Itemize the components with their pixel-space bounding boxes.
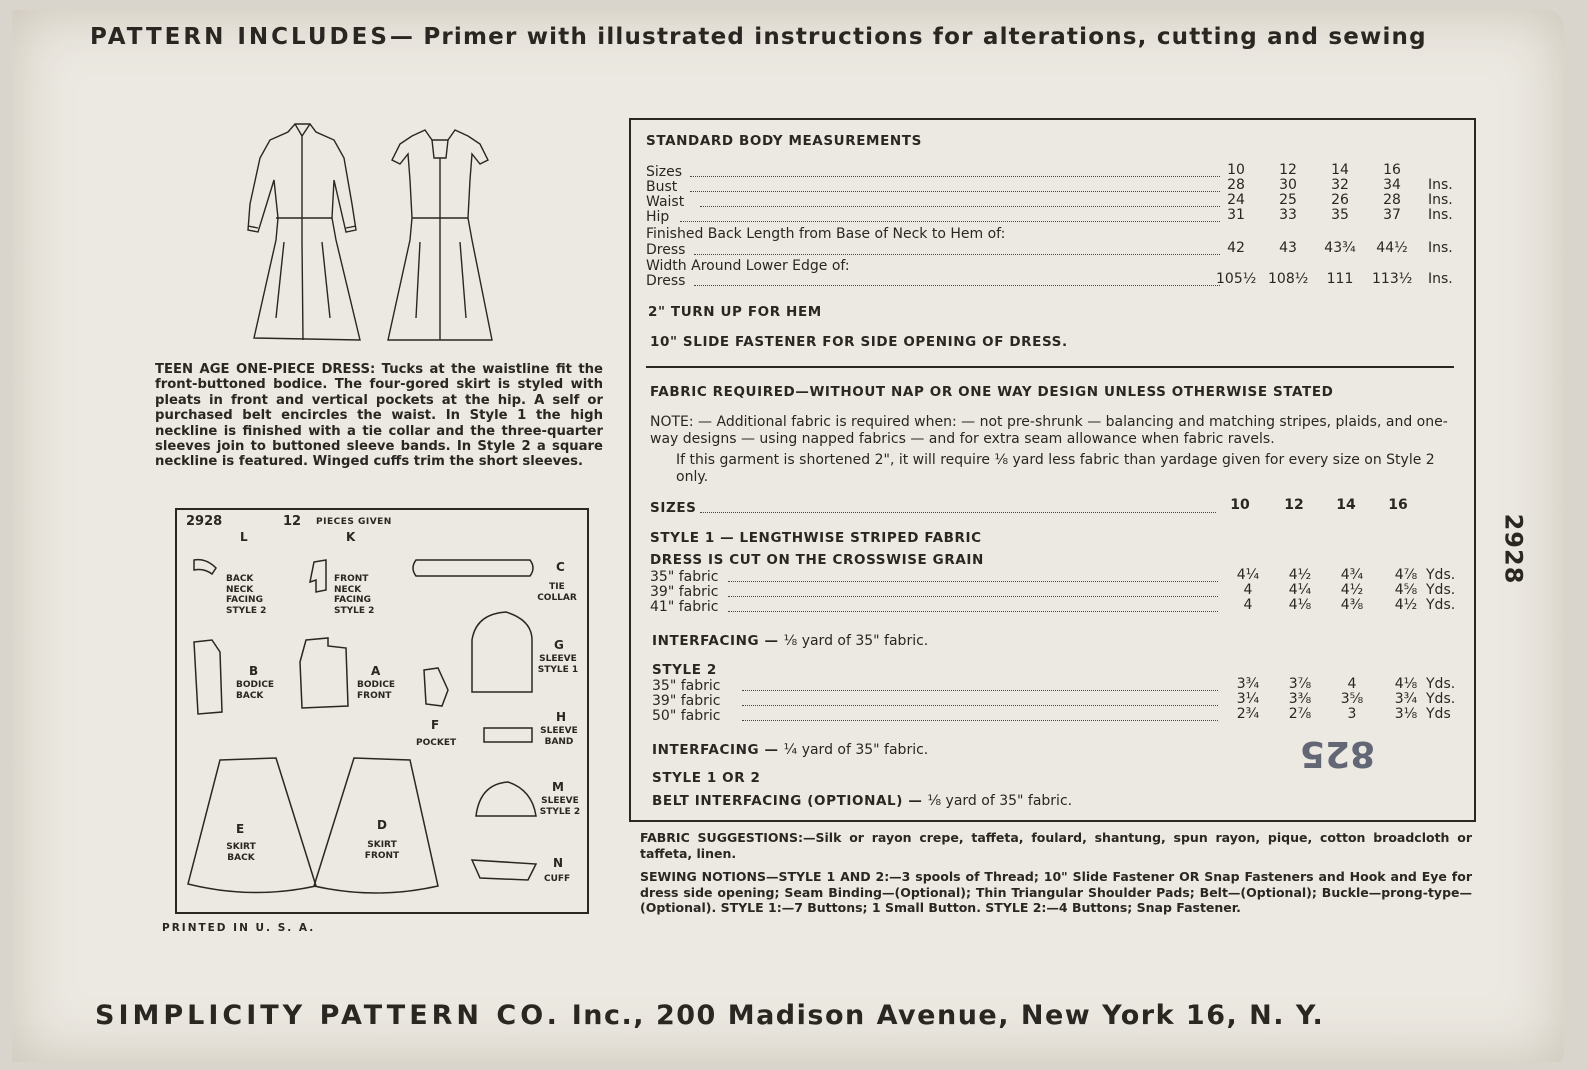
style-2-unit: Yds [1426,706,1451,722]
piece-l-name: BACK NECK FACING STYLE 2 [226,574,267,616]
style-1-value: 4½ [1394,597,1418,613]
header-line [90,24,1427,50]
size-col: 10 [1227,162,1245,178]
back-length-value: 44½ [1376,240,1408,256]
style-1-subtitle: DRESS IS CUT ON THE CROSSWISE GRAIN [650,552,984,568]
width-dress-label: Dress [646,273,686,289]
piece-l-letter: L [240,530,248,544]
dress-illustrations [240,118,620,350]
slide-fastener-note: 10" SLIDE FASTENER FOR SIDE OPENING OF DRESS. [650,334,1068,350]
style-1-title: STYLE 1 — LENGTHWISE STRIPED FABRIC [650,530,982,546]
style-1-value: 4¼ [1288,582,1312,598]
header-rest: — Primer with illustrated instructions for alterations, cutting and sewing [389,24,1427,50]
fabric-note-2: If this garment is shortened 2", it will require ⅛ yard less fabric than yardage given for every size on Style 2 only. [676,452,1435,485]
piece-b-name: BODICE BACK [236,680,275,701]
dotted-leader [694,254,1220,255]
piece-k-letter: K [346,530,356,544]
dotted-leader [690,191,1220,192]
piece-m-shape [476,782,536,816]
price-stamp: 825 [1300,733,1376,774]
interfacing-1 [652,630,928,649]
piece-m-name: SLEEVE STYLE 2 [539,796,581,817]
style-1-unit: Yds. [1426,582,1456,598]
style-2-value: 3⅝ [1340,691,1364,707]
footer-address: Inc., 200 Madison Avenue, New York 16, N. Y. [571,1000,1325,1031]
interfacing-2 [652,739,928,758]
footer-line [95,1000,1324,1031]
style-1-row-label: 39" fabric [650,584,719,600]
piece-m-letter: M [552,780,564,794]
style-2-value: 3¼ [1236,691,1260,707]
width-label: Width Around Lower Edge of: [646,258,850,274]
header-pattern-includes: PATTERN INCLUDES [90,24,390,50]
piece-a-name: BODICE FRONT [357,680,396,701]
interfacing-2-label: INTERFACING — [652,742,779,758]
waist-unit: Ins. [1428,192,1453,208]
hip-label: Hip [646,209,670,225]
bust-value: 32 [1331,177,1349,193]
back-length-label: Finished Back Length from Base of Neck to Hem of: [646,226,1006,242]
piece-c-letter: C [556,560,565,574]
fabric-size-col: 16 [1388,497,1408,513]
piece-c-shape [413,560,533,576]
style-1-row-label: 35" fabric [650,569,719,585]
piece-g-name: SLEEVE STYLE 1 [537,654,579,675]
piece-d-shape [314,758,438,893]
standard-measurements-title: STANDARD BODY MEASUREMENTS [646,133,922,149]
piece-g-letter: G [554,638,564,652]
waist-value: 25 [1279,192,1297,208]
hip-value: 35 [1331,207,1349,223]
side-pattern-number: 2928 [1499,513,1528,585]
style-2-value: 2⅞ [1288,706,1312,722]
style-1-unit: Yds. [1426,567,1456,583]
style-1-value: 4⅛ [1288,597,1312,613]
interfacing-2-text: ¼ yard of 35" fabric. [783,742,929,758]
piece-h-name: SLEEVE BAND [540,726,578,747]
dotted-leader [700,206,1220,207]
style-1-unit: Yds. [1426,597,1456,613]
style-2-row-label: 35" fabric [652,678,721,694]
fabric-suggestions: FABRIC SUGGESTIONS:—Silk or rayon crepe, taffeta, foulard, shantung, spun rayon, pique, cotton broadcloth or taffeta, linen. [640,830,1472,861]
back-length-value: 43 [1279,240,1297,256]
waist-label: Waist [646,194,685,210]
dress-description: TEEN AGE ONE-PIECE DRESS: Tucks at the waistline fit the front-buttoned bodice. The four-gored skirt is styled with pleats in front and vertical pockets at the hip. A self or purchased belt encircles the waist. In Style 1 the high neckline is finished with a tie collar and the three-quarter sleeves join to buttoned sleeve bands. In Style 2 a square neckline is featured. Winged cuffs trim the short sleeves. [155,362,603,470]
hip-value: 37 [1383,207,1401,223]
style-1-value: 4 [1243,597,1253,613]
piece-a-shape [300,638,348,708]
section-divider [646,366,1454,368]
piece-f-letter: F [431,718,440,732]
style-2-value: 4 [1347,676,1357,692]
interfacing-1-label: INTERFACING — [652,633,779,649]
back-length-dress-label: Dress [646,242,686,258]
bust-value: 28 [1227,177,1245,193]
style-2-value: 3¾ [1236,676,1260,692]
piece-f-name: POCKET [416,738,457,748]
bust-label: Bust [646,179,678,195]
piece-b-shape [194,640,222,714]
waist-value: 24 [1227,192,1245,208]
style-2-row-label: 50" fabric [652,708,721,724]
style-2-value: 2¾ [1236,706,1260,722]
style-1-value: 4¼ [1236,567,1260,583]
width-unit: Ins. [1428,271,1453,287]
style-2-value: 3¾ [1394,691,1418,707]
hem-turnup: 2" TURN UP FOR HEM [648,304,822,320]
dotted-leader [742,720,1218,721]
style-1-row-label: 41" fabric [650,599,719,615]
fabric-sizes-label: SIZES [650,500,697,516]
style-2-unit: Yds. [1426,691,1456,707]
belt-interfacing-text: ⅛ yard of 35" fabric. [927,793,1073,809]
style-1-value: 4 [1243,582,1253,598]
piece-d-name: SKIRT FRONT [364,840,400,861]
piece-k-name: FRONT NECK FACING STYLE 2 [334,574,375,616]
piece-b-letter: B [249,664,259,678]
waist-value: 26 [1331,192,1349,208]
fabric-size-col: 14 [1336,497,1356,513]
style-1-value: 4½ [1288,567,1312,583]
bust-value: 30 [1279,177,1297,193]
style-2-title: STYLE 2 [652,662,717,678]
hip-unit: Ins. [1428,207,1453,223]
size-col: 12 [1279,162,1297,178]
piece-e-name: SKIRT BACK [226,842,256,863]
waist-value: 28 [1383,192,1401,208]
hip-value: 31 [1227,207,1245,223]
fabric-required-title: FABRIC REQUIRED—WITHOUT NAP OR ONE WAY DESIGN UNLESS OTHERWISE STATED [650,384,1334,400]
piece-e-letter: E [236,822,245,836]
sizes-label: Sizes [646,164,683,180]
dotted-leader [690,176,1220,177]
dotted-leader [728,596,1218,597]
back-length-value: 42 [1227,240,1245,256]
style-1-value: 4⅜ [1340,597,1364,613]
footer-company: SIMPLICITY PATTERN CO. [95,1000,561,1031]
piece-d-letter: D [377,818,387,832]
piece-g-shape [472,612,532,692]
interfacing-1-text: ⅛ yard of 35" fabric. [783,633,929,649]
bust-value: 34 [1383,177,1401,193]
fabric-size-col: 12 [1284,497,1304,513]
dress-style-1-illustration [248,124,360,340]
sewing-notions: SEWING NOTIONS—STYLE 1 AND 2:—3 spools of Thread; 10" Slide Fastener OR Snap Fasteners and Hook and Eye for dress side opening; Seam Binding—(Optional); Thin Triangular Shoulder Pads; Belt—(Optional); Buckle—prong-type—(Optional). STYLE 1:—7 Buttons; 1 Small Button. STYLE 2:—4 Buttons; Snap Fastener. [640,869,1472,915]
style-2-value: 4⅛ [1394,676,1418,692]
piece-l-shape [194,560,216,574]
size-col: 16 [1383,162,1401,178]
belt-interfacing-label: BELT INTERFACING (OPTIONAL) — [652,793,923,809]
pieces-given-label: PIECES GIVEN [316,517,392,527]
piece-h-shape [484,728,532,742]
back-length-value: 43¾ [1324,240,1356,256]
piece-n-name: CUFF [544,874,571,884]
piece-n-letter: N [553,856,564,870]
width-value: 105½ [1216,271,1257,287]
fabric-note-1: NOTE: — Additional fabric is required when: — not pre-shrunk — balancing and matching stripes, plaids, and one-way designs — using napped fabrics — and for extra seam allowance when fabric ravels. [650,414,1448,447]
dotted-leader [728,581,1218,582]
piece-h-letter: H [556,710,567,724]
hip-value: 33 [1279,207,1297,223]
printed-in-usa: PRINTED IN U. S. A. [162,922,316,934]
fabric-size-col: 10 [1230,497,1250,513]
style-2-unit: Yds. [1426,676,1456,692]
style-2-value: 3⅞ [1288,676,1312,692]
pieces-pattern-number: 2928 [186,514,223,529]
dotted-leader [694,285,1220,286]
width-value: 111 [1326,271,1354,287]
style-2-value: 3⅛ [1394,706,1418,722]
style-2-value: 3 [1347,706,1357,722]
belt-interfacing [652,790,1072,809]
style-1-value: 4⅝ [1394,582,1418,598]
style-1-value: 4⅞ [1394,567,1418,583]
dotted-leader [742,705,1218,706]
width-value: 113½ [1372,271,1413,287]
back-length-unit: Ins. [1428,240,1453,256]
dotted-leader [680,221,1220,222]
dotted-leader [742,690,1218,691]
pieces-count: 12 [283,514,302,529]
width-value: 108½ [1268,271,1309,287]
style-1-or-2-title: STYLE 1 OR 2 [652,770,761,786]
piece-k-shape [310,560,326,592]
piece-n-shape [472,860,536,880]
piece-a-letter: A [371,664,381,678]
size-col: 14 [1331,162,1349,178]
piece-c-name: TIE COLLAR [537,582,577,603]
style-2-value: 3⅜ [1288,691,1312,707]
piece-f-shape [424,668,448,706]
style-1-value: 4½ [1340,582,1364,598]
dotted-leader [700,512,1216,513]
style-1-value: 4¾ [1340,567,1364,583]
bust-unit: Ins. [1428,177,1453,193]
piece-e-shape [188,758,316,893]
dotted-leader [728,611,1218,612]
style-2-row-label: 39" fabric [652,693,721,709]
